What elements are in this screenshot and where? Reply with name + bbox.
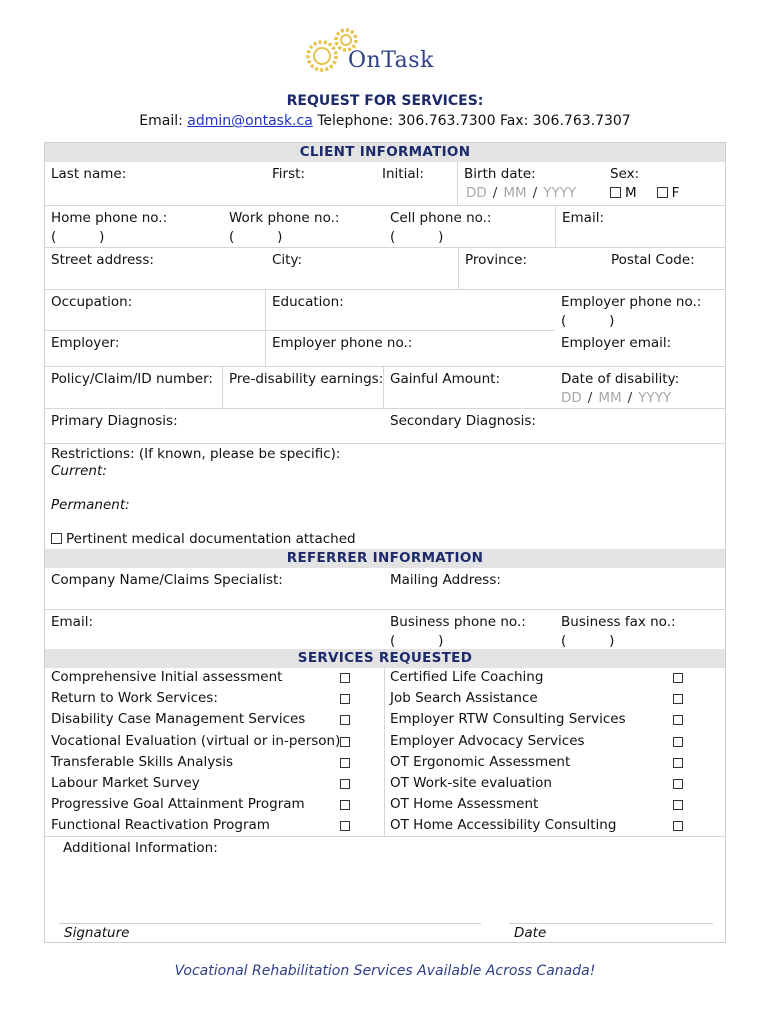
business-fax-field[interactable]: Business fax no.: ( ) bbox=[561, 614, 676, 649]
service-left-6-checkbox[interactable] bbox=[340, 800, 350, 810]
initial-field[interactable]: Initial: bbox=[376, 162, 458, 206]
service-left-2-label: Disability Case Management Services bbox=[51, 711, 306, 728]
service-right-0-checkbox[interactable] bbox=[673, 673, 683, 683]
sex-field: Sex: M F bbox=[604, 162, 725, 206]
service-right-6-label: OT Home Assessment bbox=[390, 796, 539, 813]
service-left-1-label: Return to Work Services: bbox=[51, 690, 218, 707]
service-right-3-label: Employer Advocacy Services bbox=[390, 732, 585, 749]
additional-information-label: Additional Information: bbox=[63, 840, 218, 856]
service-right-7-checkbox[interactable] bbox=[673, 821, 683, 831]
restrictions-field[interactable]: Restrictions: (If known, please be specific): Current: Permanent: Pertinent medical documentation attached bbox=[45, 444, 725, 548]
birth-date-field[interactable]: Birth date: DD / MM / YYYY bbox=[458, 162, 604, 206]
birth-date-placeholder: DD / MM / YYYY bbox=[466, 185, 577, 201]
service-left-7-checkbox[interactable] bbox=[340, 821, 350, 831]
signature-label: Signature bbox=[64, 925, 130, 941]
date-of-disability-field[interactable]: Date of disability: DD / MM / YYYY bbox=[555, 367, 725, 409]
work-phone-field[interactable]: Work phone no.: ( ) bbox=[223, 206, 384, 248]
client-email-field[interactable]: Email: bbox=[556, 206, 725, 248]
permanent-label: Permanent: bbox=[51, 497, 130, 513]
date-label: Date bbox=[514, 925, 547, 941]
service-right-7-label: OT Home Accessibility Consulting bbox=[390, 817, 617, 834]
employer-phone-field-2[interactable]: Employer phone no.: bbox=[266, 331, 555, 367]
service-right-5-label: OT Work-site evaluation bbox=[390, 775, 552, 791]
service-right-1-checkbox[interactable] bbox=[673, 694, 683, 704]
service-right-6-checkbox[interactable] bbox=[673, 800, 683, 810]
policy-id-field[interactable]: Policy/Claim/ID number: bbox=[45, 367, 223, 409]
service-right-2-checkbox[interactable] bbox=[673, 715, 683, 725]
service-left-5-label: Labour Market Survey bbox=[51, 775, 200, 791]
service-right-2-label: Employer RTW Consulting Services bbox=[390, 711, 626, 728]
service-left-1-checkbox[interactable] bbox=[340, 694, 350, 704]
service-left-5-checkbox[interactable] bbox=[340, 779, 350, 789]
section-client-information: CLIENT INFORMATION bbox=[45, 143, 725, 162]
city-field[interactable]: City: bbox=[266, 248, 459, 290]
company-claims-field[interactable]: Company Name/Claims Specialist: bbox=[45, 568, 384, 610]
footer-tagline: Vocational Rehabilitation Services Available Across Canada! bbox=[174, 963, 596, 979]
last-name-field[interactable]: Last name: bbox=[45, 162, 266, 206]
referrer-email-field[interactable]: Email: bbox=[51, 614, 94, 630]
sex-m-checkbox[interactable]: M bbox=[610, 185, 637, 201]
service-right-3-checkbox[interactable] bbox=[673, 737, 683, 747]
postal-code-field[interactable]: Postal Code: bbox=[605, 248, 725, 290]
service-left-3-label: Vocational Evaluation (virtual or in-person) bbox=[51, 732, 341, 749]
primary-diagnosis-field[interactable]: Primary Diagnosis: bbox=[45, 409, 384, 444]
email-link[interactable]: admin@ontask.ca bbox=[187, 113, 313, 129]
section-referrer-information: REFERRER INFORMATION bbox=[45, 549, 725, 568]
service-left-4-label: Transferable Skills Analysis bbox=[51, 753, 234, 770]
disability-date-placeholder: DD / MM / YYYY bbox=[561, 390, 672, 406]
sex-f-checkbox[interactable]: F bbox=[657, 185, 680, 201]
mailing-address-field[interactable]: Mailing Address: bbox=[384, 568, 725, 610]
service-left-2-checkbox[interactable] bbox=[340, 715, 350, 725]
gainful-amount-field[interactable]: Gainful Amount: bbox=[384, 367, 555, 409]
service-left-3-checkbox[interactable] bbox=[340, 737, 350, 747]
current-label: Current: bbox=[51, 463, 107, 479]
home-phone-field[interactable]: Home phone no.: ( ) bbox=[45, 206, 223, 248]
form-title: REQUEST FOR SERVICES: bbox=[286, 93, 484, 109]
pre-disability-earnings-field[interactable]: Pre-disability earnings: bbox=[223, 367, 384, 409]
service-right-5-checkbox[interactable] bbox=[673, 779, 683, 789]
service-left-0-checkbox[interactable] bbox=[340, 673, 350, 683]
phone-fax: Telephone: 306.763.7300 Fax: 306.763.7307 bbox=[317, 113, 631, 129]
additional-information-area[interactable] bbox=[45, 858, 725, 924]
logo-wordmark: OnTask bbox=[348, 48, 434, 73]
service-left-6-label: Progressive Goal Attainment Program bbox=[51, 796, 305, 813]
occupation-field[interactable]: Occupation: bbox=[45, 290, 266, 331]
service-left-7-label: Functional Reactivation Program bbox=[51, 817, 270, 834]
first-name-field[interactable]: First: bbox=[266, 162, 376, 206]
business-phone-field[interactable]: Business phone no.: ( ) bbox=[390, 614, 526, 649]
section-services-requested: SERVICES REQUESTED bbox=[45, 649, 725, 668]
documentation-checkbox[interactable]: Pertinent medical documentation attached bbox=[51, 531, 719, 548]
employer-field[interactable]: Employer: bbox=[45, 331, 266, 367]
street-address-field[interactable]: Street address: bbox=[45, 248, 266, 290]
secondary-diagnosis-field[interactable]: Secondary Diagnosis: bbox=[384, 409, 725, 444]
employer-phone-field-1[interactable]: Employer phone no.: ( ) bbox=[561, 294, 702, 329]
request-form bbox=[44, 142, 726, 943]
contact-line bbox=[0, 113, 770, 129]
service-right-4-checkbox[interactable] bbox=[673, 758, 683, 768]
province-field[interactable]: Province: bbox=[459, 248, 605, 290]
service-left-4-checkbox[interactable] bbox=[340, 758, 350, 768]
ontask-logo bbox=[300, 22, 470, 78]
service-right-1-label: Job Search Assistance bbox=[390, 690, 538, 707]
service-left-0-label: Comprehensive Initial assessment bbox=[51, 669, 283, 685]
service-right-4-label: OT Ergonomic Assessment bbox=[390, 753, 571, 770]
cell-phone-field[interactable]: Cell phone no.: ( ) bbox=[384, 206, 556, 248]
email-label: Email: bbox=[139, 113, 183, 129]
education-field[interactable]: Education: bbox=[266, 290, 555, 331]
service-right-0-label: Certified Life Coaching bbox=[390, 669, 544, 685]
services-divider bbox=[384, 668, 385, 836]
employer-email-field[interactable]: Employer email: bbox=[555, 331, 725, 367]
